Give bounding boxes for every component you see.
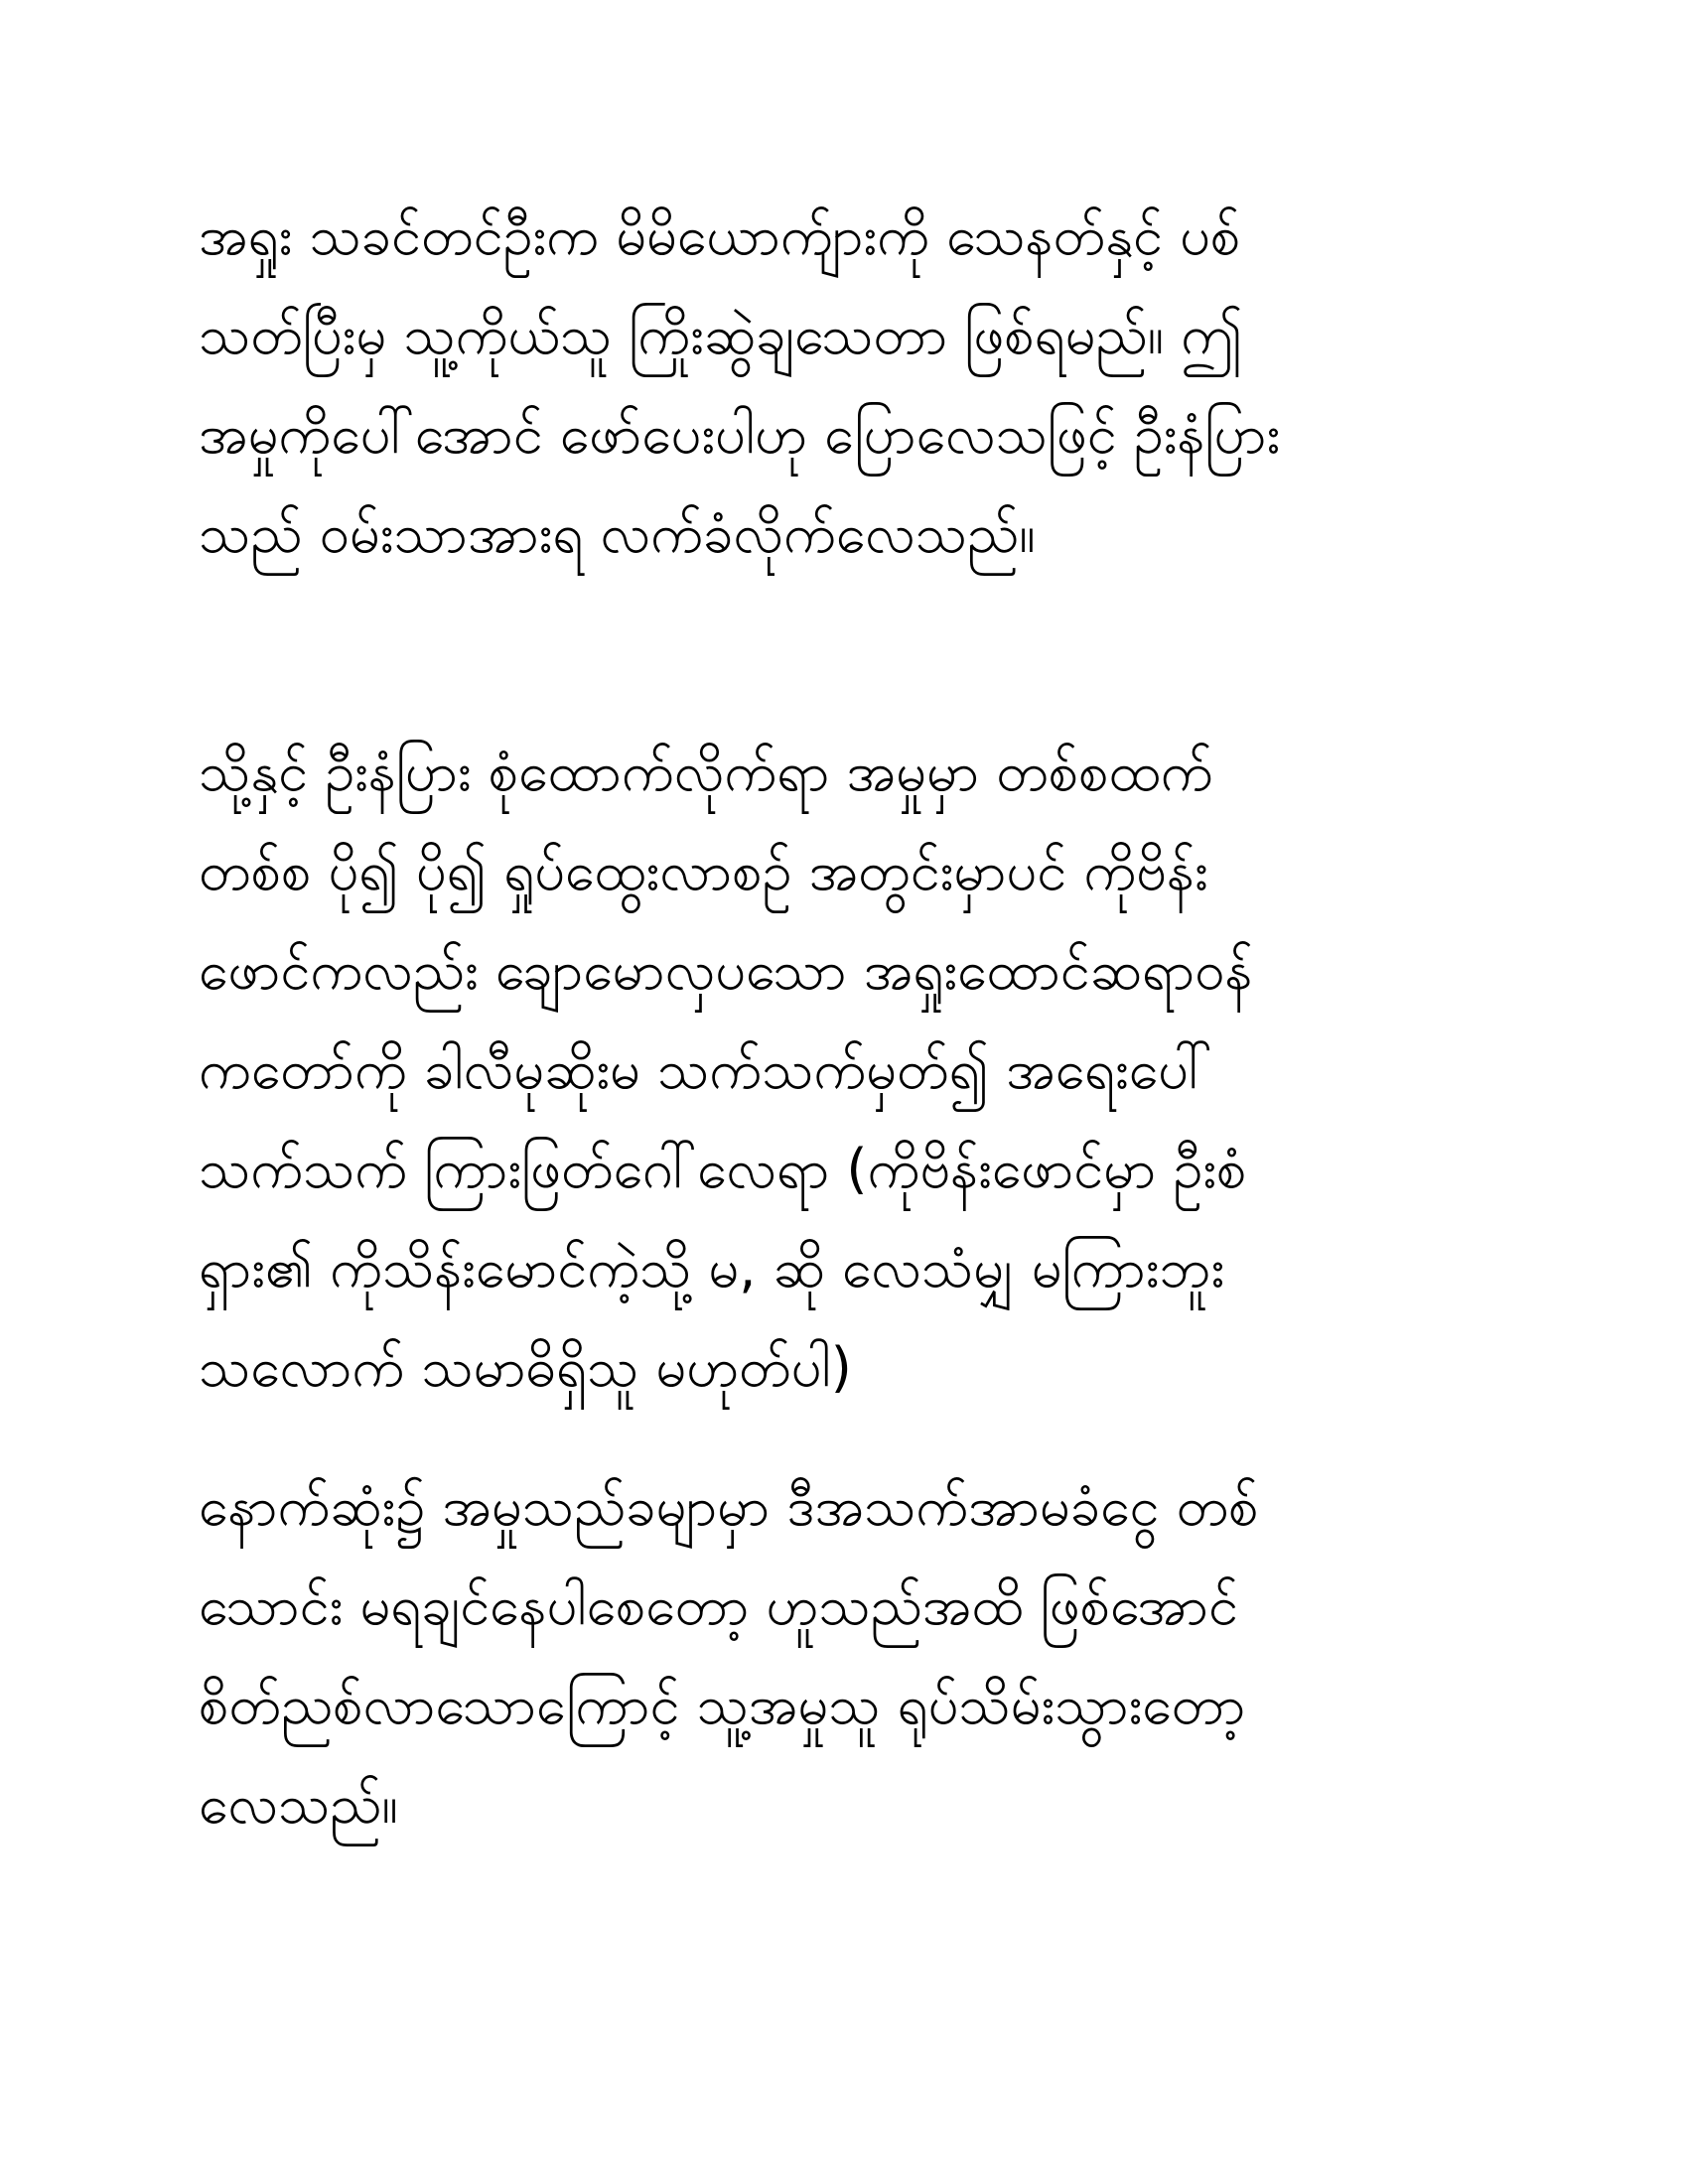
paragraph-1-line-3: အမှုကိုပေါ်အောင် ဖော်ပေးပါဟု ပြောလေသဖြင့် ဦးနံပြား bbox=[199, 403, 1281, 466]
paragraph-1-line-2: သတ်ပြီးမှ သူ့ကိုယ်သူ ကြိုးဆွဲချသေတာ ဖြစ်ရမည်။ ဤ bbox=[199, 304, 1243, 366]
paragraph-3-line-2: သောင်း မရချင်နေပါစေတော့ ဟူသည်အထိ ဖြစ်အောင် bbox=[199, 1574, 1238, 1637]
paragraph-2-line-3: ဖောင်ကလည်း ချောမောလှပသော အရှုးထောင်ဆရာဝန် bbox=[199, 939, 1253, 1002]
paragraph-2-line-2: တစ်စ ပို၍ ပို၍ ရှုပ်ထွေးလာစဉ် အတွင်းမှာပင် ကိုဗိန်း bbox=[199, 840, 1208, 902]
paragraph-1-line-4: သည် ဝမ်းသာအားရ လက်ခံလိုက်လေသည်။ bbox=[199, 502, 1036, 565]
paragraph-1-line-1: အရှုး သခင်တင်ဦးက မိမိယောက်ျားကို သေနတ်နှင့် ပစ် bbox=[199, 205, 1241, 267]
paragraph-2-line-7: သလောက် သမာဓိရှိသူ မဟုတ်ပါ) bbox=[199, 1336, 852, 1399]
paragraph-3-line-3: စိတ်ညစ်လာသောကြောင့် သူ့အမှုသူ ရုပ်သိမ်းသွားတော့ bbox=[199, 1674, 1246, 1736]
paragraph-3-line-1: နောက်ဆုံး၌ အမှုသည်ခမျာမှာ ဒီအသက်အာမခံငွေ တစ် bbox=[199, 1475, 1259, 1538]
paragraph-2-line-4: ကတော်ကို ခါလီမုဆိုးမ သက်သက်မှတ်၍ အရေးပေါ် bbox=[199, 1038, 1213, 1101]
paragraph-2-line-1: သို့နှင့် ဦးနံပြား စုံထောက်လိုက်ရာ အမှုမှာ တစ်စထက် bbox=[199, 741, 1213, 803]
paragraph-3-line-4: လေသည်။ bbox=[199, 1773, 398, 1836]
paragraph-2-line-6: ရှား၏ ကိုသိန်းမောင်ကဲ့သို့ မ, ဆို လေသံမျှ မကြားဘူး bbox=[199, 1237, 1225, 1299]
paragraph-2-line-5: သက်သက် ကြားဖြတ်ဂေါ်လေရာ (ကိုဗိန်းဖောင်မှာ ဦးစံ bbox=[199, 1138, 1247, 1200]
